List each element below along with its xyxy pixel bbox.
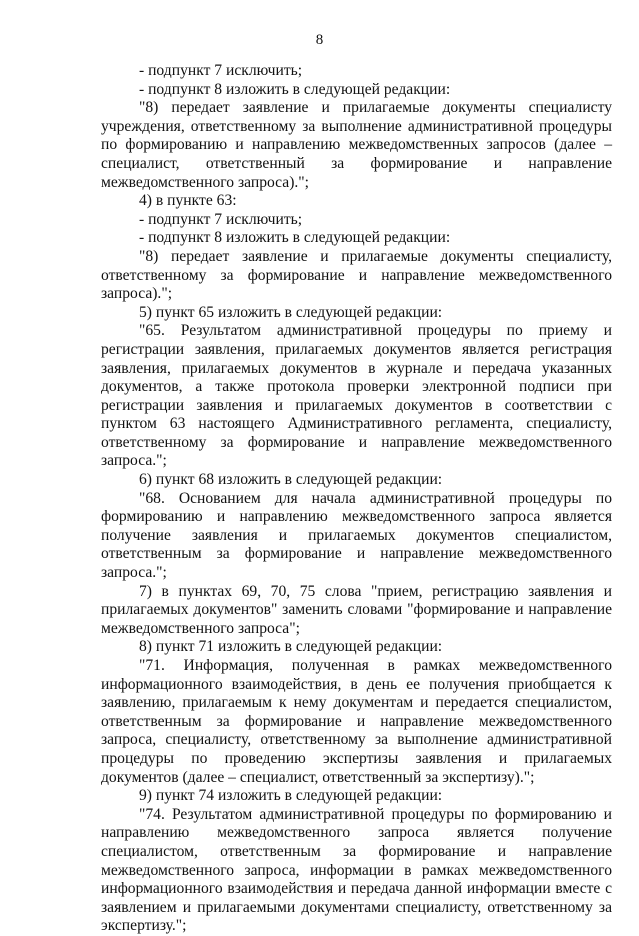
paragraph: 7) в пунктах 69, 70, 75 слова "прием, регистрацию заявления и прилагаемых документов" заменить словами "формирование и направление межведомственного запроса"; [101, 582, 612, 637]
paragraph: 5) пункт 65 изложить в следующей редакции: [139, 303, 443, 321]
paragraph: 9) пункт 74 изложить в следующей редакции: [139, 787, 443, 805]
paragraph: - подпункт 7 исключить; [139, 210, 303, 228]
page-number: 8 [315, 32, 324, 48]
document-body [101, 62, 612, 936]
paragraph: - подпункт 7 исключить; [139, 62, 303, 79]
paragraph: "71. Информация, полученная в рамках межведомственного информационного взаимодействия, в день ее получения приобщается к заявлению, прилагаемым к нему документам и передается специалистом, ответственным за формирование и направление межведомственного запроса, специалисту, ответственному за выполнение административной процедуры по проведению экспертизы заявления и прилагаемых документов (далее – специалист, ответственный за экспертизу)."; [101, 657, 612, 786]
paragraph: 4) в пункте 63: [139, 192, 237, 210]
paragraph: 6) пункт 68 изложить в следующей редакции: [139, 471, 443, 489]
paragraph: "8) передает заявление и прилагаемые документы специалисту, ответственному за формирование и направление межведомственного запроса)."; [101, 247, 612, 303]
paragraph: - подпункт 8 изложить в следующей редакции: [139, 229, 451, 247]
paragraph: "68. Основанием для начала административной процедуры по формированию и направлению межведомственного запроса является получение заявления и прилагаемых документов специалистом, ответственным за формирование и направление межведомственного запроса."; [101, 489, 612, 582]
paragraph: - подпункт 8 изложить в следующей редакции: [139, 80, 451, 98]
paragraph: "74. Результатом административной процедуры по формированию и направлению межведомственного запроса является получение специалистом, ответственным за формирование и направление межведомственного запроса, информации в рамках межведомственного информационного взаимодействия и передача данной информации вместе с заявлением и прилагаемыми документами специалисту, ответственному за экспертизу."; [101, 805, 612, 935]
paragraph: "8) передает заявление и прилагаемые документы специалисту учреждения, ответственному за выполнение административной процедуры по формированию и направлению межведомственных запросов (далее – специалист, ответственный за формирование и направление межведомственного запроса)."; [101, 99, 612, 191]
paragraph: 8) пункт 71 изложить в следующей редакции: [139, 638, 443, 656]
paragraph: "65. Результатом административной процедуры по приему и регистрации заявления, прилагаемых документов является регистрация заявления, прилагаемых документов в журнале и передача указанных документов, а также протокола проверки электронной подписи при регистрации заявления и прилагаемых документов в соответствии с пунктом 63 настоящего Административного регламента, специалисту, ответственному за формирование и направление межведомственного запроса."; [101, 322, 612, 470]
